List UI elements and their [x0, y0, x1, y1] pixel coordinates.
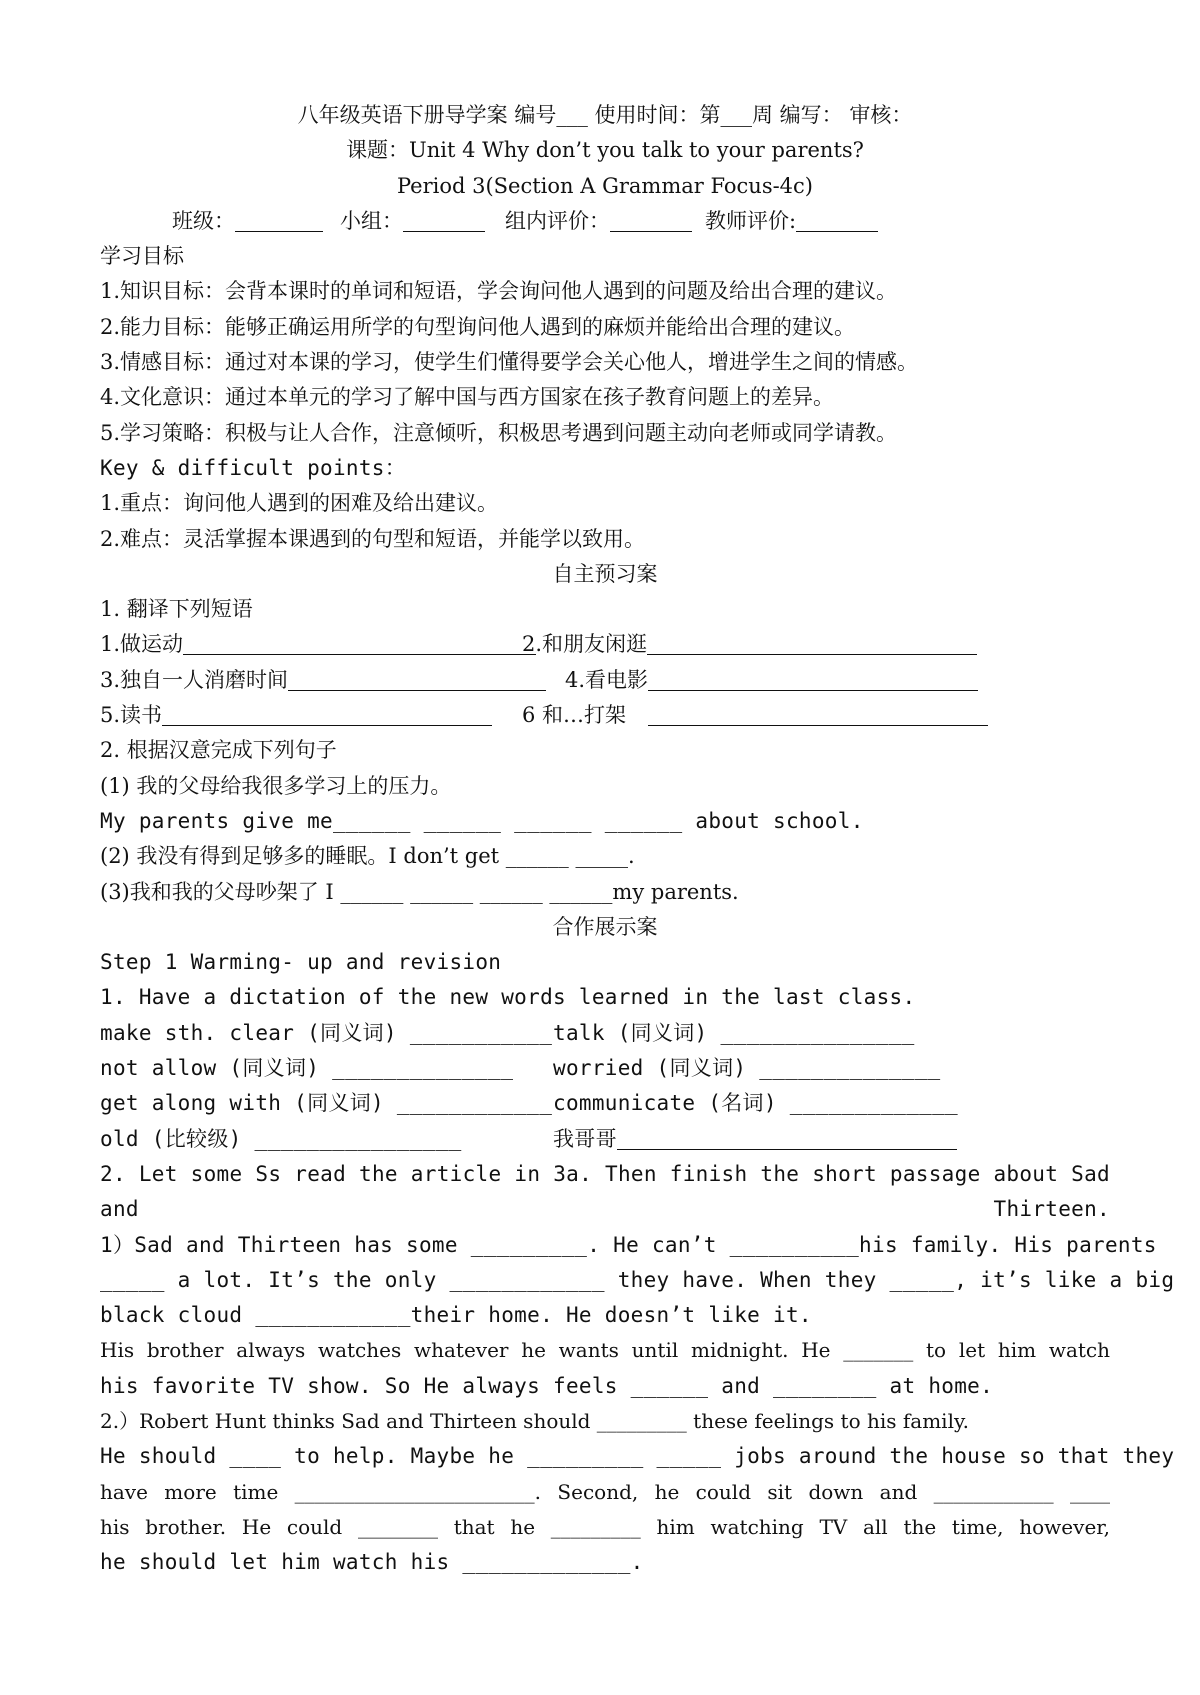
phrase-prompt: 1.做运动 [100, 632, 184, 657]
evaluation-row [100, 204, 1110, 239]
key-point-item: 1.重点：询问他人遇到的困难及给出建议。 [100, 491, 499, 516]
vocab-row [100, 1122, 1110, 1157]
vocab-prompt: make sth. clear (同义词) ___________ [100, 1020, 553, 1045]
preview-section-title: 自主预习案 [552, 561, 658, 586]
passage-line: he should let him watch his _____________. [100, 1550, 644, 1575]
vocab-prompt: old (比较级) ________________ [100, 1126, 462, 1151]
sentence: (3)我和我的父母吵架了 I ______ ______ ______ ______my parents. [100, 879, 739, 904]
phrase-blank[interactable] [162, 701, 492, 726]
passage-line: black cloud ____________their home. He doesn’t like it. [100, 1303, 812, 1328]
phrase-row [100, 698, 1110, 733]
exercise1-title: 1. 翻译下列短语 [100, 597, 253, 622]
phrase-blank[interactable] [183, 630, 536, 655]
vocab-row [100, 1051, 1110, 1086]
peer-eval-blank[interactable] [610, 207, 692, 232]
task2-instruction: 2. Let some Ss read the article in 3a. Then finish the short passage about Sad and Thirteen. [100, 1161, 1110, 1222]
phrase-prompt: 2.和朋友闲逛 [522, 632, 648, 657]
phrase-blank[interactable] [648, 701, 988, 726]
task1-instruction: 1. Have a dictation of the new words learned in the last class. [100, 985, 916, 1010]
key-points-title: Key & difficult points： [100, 455, 407, 480]
phrase-prompt: 6 和…打架 [522, 703, 627, 728]
vocab-blank[interactable] [617, 1125, 957, 1150]
phrase-blank[interactable] [288, 666, 546, 691]
cooperation-section-title: 合作展示案 [552, 914, 658, 939]
goal-item: 4.文化意识：通过本单元的学习了解中国与西方国家在孩子教育问题上的差异。 [100, 385, 835, 410]
sentence-en: My parents give me______ ______ ______ ______ about school. [100, 808, 864, 833]
teacher-eval-label: 教师评价: [705, 208, 797, 233]
group-blank[interactable] [403, 207, 485, 232]
vocab-prompt: communicate (名词) _____________ [553, 1091, 959, 1116]
goal-item: 2.能力目标：能够正确运用所学的句型询问他人遇到的麻烦并能给出合理的建议。 [100, 314, 856, 339]
goal-item: 3.情感目标：通过对本课的学习，使学生们懂得要学会关心他人，增进学生之间的情感。 [100, 350, 919, 375]
vocab-row [100, 1016, 1110, 1051]
vocab-prompt: worried (同义词) ______________ [553, 1056, 941, 1081]
class-label: 班级： [172, 208, 235, 233]
sentence-cn: (1) 我的父母给我很多学习上的压力。 [100, 773, 452, 798]
passage-line: He should ____ to help. Maybe he _________ _____ jobs around the house so that they [100, 1444, 1175, 1469]
phrase-prompt: 5.读书 [100, 703, 163, 728]
phrase-prompt: 3.独自一人消磨时间 [100, 667, 289, 692]
vocab-prompt: talk (同义词) _______________ [553, 1020, 915, 1045]
vocab-prompt: 我哥哥 [553, 1126, 617, 1151]
passage-line: His brother always watches whatever he wants until midnight. He _______ to let him watch [100, 1338, 1110, 1363]
passage-line: have more time ________________________. Second, he could sit down and ____________ ____ [100, 1479, 1110, 1504]
passage-line: 2.）Robert Hunt thinks Sad and Thirteen should _________ these feelings to his family. [100, 1408, 969, 1433]
worksheet [100, 98, 1175, 1580]
group-label: 小组： [340, 208, 403, 233]
passage-line: his brother. He could ________ that he _________ him watching TV all the time, however, [100, 1514, 1110, 1539]
phrase-row [100, 663, 1110, 698]
peer-eval-label: 组内评价： [505, 208, 610, 233]
vocab-prompt: get along with (同义词) ____________ [100, 1091, 553, 1116]
exercise2-title: 2. 根据汉意完成下列句子 [100, 738, 337, 763]
lesson-topic: 课题：Unit 4 Why don’t you talk to your parents? [346, 138, 864, 163]
header-title: 八年级英语下册导学案 编号___ 使用时间：第___周 编写： 审核： [297, 103, 913, 127]
goal-item: 5.学习策略：积极与让人合作，注意倾听，积极思考遇到问题主动向老师或同学请教。 [100, 420, 898, 445]
step1-title: Step 1 Warming- up and revision [100, 950, 502, 975]
vocab-prompt: not allow (同义词) ______________ [100, 1056, 514, 1081]
vocab-row [100, 1086, 1110, 1121]
passage-line: _____ a lot. It’s the only ____________ they have. When they _____, it’s like a big [100, 1267, 1175, 1292]
goal-item: 1.知识目标：会背本课时的单词和短语，学会询问他人遇到的问题及给出合理的建议。 [100, 279, 898, 304]
lesson-period: Period 3(Section A Grammar Focus-4c) [396, 173, 814, 198]
class-blank[interactable] [235, 207, 323, 232]
passage-line: 1）Sad and Thirteen has some _________. He can’t __________his family. His parents [100, 1232, 1157, 1257]
phrase-row [100, 627, 1110, 662]
phrase-blank[interactable] [648, 666, 978, 691]
sentence: (2) 我没有得到足够多的睡眠。I don’t get ______ _____. [100, 844, 635, 869]
goals-title: 学习目标 [100, 244, 184, 269]
key-point-item: 2.难点：灵活掌握本课遇到的句型和短语，并能学以致用。 [100, 526, 646, 551]
phrase-blank[interactable] [647, 630, 977, 655]
teacher-eval-blank[interactable] [796, 207, 878, 232]
phrase-prompt: 4.看电影 [565, 667, 649, 692]
passage-line: his favorite TV show. So He always feels ______ and ________ at home. [100, 1373, 994, 1398]
